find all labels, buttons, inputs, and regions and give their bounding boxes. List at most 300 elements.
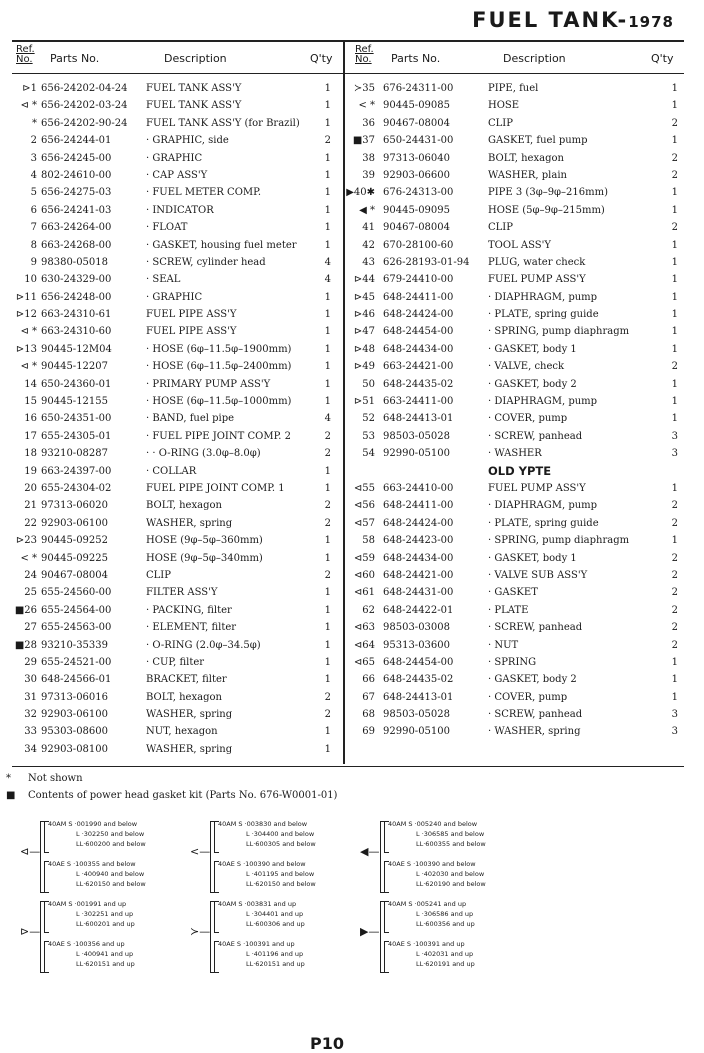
ref-no: 66 [362,674,375,686]
description: GASKET, fuel pump [488,135,588,147]
description: · COVER, pump [488,691,568,703]
parts-row [12,115,343,132]
ref-no: 15 [24,396,37,408]
parts-row [12,341,343,358]
parts-row [345,115,684,132]
kit-block [360,898,530,978]
description: · GRAPHIC [146,291,203,303]
parts-row [12,723,343,740]
parts-no: 648-24454-00 [383,656,454,668]
kit-line: 40AM S ·005240 and below [388,820,478,828]
header-description: Description [503,52,566,65]
kit-line: L ·306586 and up [416,910,474,918]
ref-no: ≻35 [353,83,375,94]
parts-row [345,428,684,445]
parts-row [345,480,684,497]
description: · SPRING, pump diaphragm [488,535,630,547]
parts-row [345,445,684,462]
quantity: 2 [671,500,678,512]
ref-no: 20 [24,482,37,494]
ref-no: * [32,117,37,129]
parts-no: 98503-05028 [383,709,451,721]
kit-line: LL·620151 and up [246,960,305,968]
ref-no: ⊳46 [353,309,375,321]
parts-row [12,619,343,636]
parts-no: 97313-06040 [383,152,451,164]
ref-no: ⊲ * [20,361,37,373]
description: BRACKET, filter [146,674,227,686]
ref-no: ⊲64 [353,639,375,651]
description: · SEAL [146,274,181,286]
description: · BAND, fuel pipe [146,413,235,425]
parts-no: 648-24424-00 [383,309,454,321]
kit-line: LL·600356 and up [416,920,475,928]
ref-no: ⊳45 [353,291,375,303]
quantity: 2 [671,587,678,599]
parts-row [12,428,343,445]
ref-no: 39 [362,169,375,181]
description: · PLATE, spring guide [488,517,599,529]
ref-no: 58 [362,535,375,547]
parts-row [12,358,343,375]
description: BOLT, hexagon [488,152,564,164]
parts-row [12,532,343,549]
quantity: 1 [671,674,678,686]
parts-no: 95303-08600 [41,726,109,738]
quantity: 1 [324,674,331,686]
parts-row [12,567,343,584]
ref-no: ⊳23 [15,535,37,547]
parts-row [345,637,684,654]
page-number: P10 [310,1034,344,1053]
description: · CUP, filter [146,656,205,668]
ref-no: 10 [24,274,37,286]
quantity: 2 [671,152,678,164]
parts-row [345,463,684,480]
ref-no: 42 [362,239,375,251]
ref-no: 8 [30,239,37,251]
description: WASHER, spring [146,743,233,755]
parts-no: 92990-05100 [383,726,451,738]
ref-no: ⊲ * [20,100,37,112]
quantity: 1 [671,309,678,321]
kit-symbol: ⊲— [20,845,41,858]
kit-line: LL·620190 and below [416,880,486,888]
description: TOOL ASS'Y [488,239,551,251]
quantity: 1 [324,743,331,755]
quantity: 3 [671,430,678,442]
description: HOSE (9φ–5φ–360mm) [146,535,263,547]
parts-no: 650-24351-00 [41,413,112,425]
header-parts-no: Parts No. [391,52,441,65]
ref-no: ⊲59 [353,552,375,564]
parts-row [345,515,684,532]
ref-no: 53 [362,430,375,442]
kit-line: L ·400941 and up [76,950,134,958]
quantity: 2 [671,552,678,564]
kit-block [190,898,360,978]
parts-no: 656-24275-03 [41,187,112,199]
quantity: 1 [324,239,331,251]
ref-no: 41 [362,222,375,234]
parts-no: 655-24304-02 [41,482,112,494]
ref-no: 9 [30,256,37,268]
quantity: 1 [671,343,678,355]
parts-row [12,741,343,758]
parts-row [12,393,343,410]
quantity: 2 [671,639,678,651]
description: · SPRING [488,656,537,668]
ref-no: ■37 [352,135,375,147]
description: · WASHER [488,448,542,460]
parts-no: 93210-08287 [41,448,109,460]
description: · NUT [488,639,519,651]
parts-row [345,532,684,549]
kit-line: L ·401195 and below [246,870,315,878]
parts-row [345,184,684,201]
ref-no: 36 [362,117,375,129]
parts-row [345,567,684,584]
header-qty: Q'ty [310,52,333,65]
ref-no: ▶40✱ [346,187,375,199]
parts-no: 648-24431-00 [383,587,454,599]
parts-no: 648-24422-01 [383,604,454,616]
description: · GASKET [488,587,538,599]
ref-no: ⊲57 [353,517,375,529]
description: · CAP ASS'Y [146,169,208,181]
parts-row [12,584,343,601]
parts-no: 648-24566-01 [41,674,112,686]
parts-row [345,550,684,567]
parts-no: 90467-08004 [383,117,451,129]
parts-no: 676-24311-00 [383,83,454,94]
quantity: 1 [671,274,678,286]
quantity: 1 [324,100,331,112]
parts-no: 90467-08004 [41,569,109,581]
kit-block [20,818,190,898]
description: · GRAPHIC, side [146,135,229,147]
parts-row [345,497,684,514]
parts-no: 97313-06020 [41,500,109,512]
description: HOSE (9φ–5φ–340mm) [146,552,263,564]
parts-row [12,706,343,723]
parts-row [12,254,343,271]
ref-no: 18 [24,448,37,460]
parts-no: 90445-09095 [383,204,451,216]
kit-line: LL·620150 and below [76,880,146,888]
description: · PRIMARY PUMP ASS'Y [146,378,271,390]
kit-line: 40AE S ·100356 and up [48,940,125,948]
parts-no: 655-24560-00 [41,587,112,599]
ref-no: ⊲ * [20,326,37,338]
kit-symbol: ▶— [360,925,380,938]
parts-row [345,306,684,323]
description: FUEL PIPE ASS'Y [146,326,237,338]
parts-row [345,289,684,306]
parts-no: 656-24244-01 [41,135,112,147]
description: · PLATE [488,604,529,616]
parts-row [345,167,684,184]
quantity: 1 [671,187,678,199]
quantity: 1 [324,117,331,129]
ref-no: 29 [24,656,37,668]
parts-row [12,463,343,480]
ref-no: 22 [24,517,37,529]
ref-no: ⊲56 [353,500,375,512]
ref-no: 16 [24,413,37,425]
description: · ELEMENT, filter [146,622,237,634]
description: · WASHER, spring [488,726,581,738]
parts-row [345,97,684,114]
description: · FLOAT [146,222,188,234]
ref-no: ⊳47 [353,326,375,338]
description: WASHER, plain [488,169,567,181]
parts-no: 92990-05100 [383,448,451,460]
ref-no: 68 [362,709,375,721]
description: · SPRING, pump diaphragm [488,326,630,338]
description: · SCREW, panhead [488,430,583,442]
description: · GASKET, body 2 [488,674,577,686]
ref-no: ⊲61 [353,587,375,599]
quantity: 1 [324,535,331,547]
ref-no: 24 [24,569,37,581]
quantity: 1 [324,656,331,668]
kit-line: L ·400940 and below [76,870,145,878]
description: · FUEL PIPE JOINT COMP. 2 [146,430,291,442]
kit-line: 40AM S ·003831 and up [218,900,297,908]
parts-row [12,167,343,184]
parts-no: 90445-12155 [41,396,109,408]
ref-no: 69 [362,726,375,738]
quantity: 1 [324,396,331,408]
quantity: 1 [324,152,331,164]
parts-row [12,376,343,393]
description: OLD YPTE [488,463,552,478]
parts-no: 648-24411-00 [383,500,454,512]
parts-row [345,202,684,219]
quantity: 1 [671,239,678,251]
quantity: 1 [324,187,331,199]
quantity: 1 [324,326,331,338]
ref-no: 7 [30,222,37,234]
description: PIPE, fuel [488,83,539,94]
parts-no: 648-24421-00 [383,569,454,581]
quantity: 1 [324,639,331,651]
quantity: 1 [671,482,678,494]
parts-no: 663-24421-00 [383,361,454,373]
parts-no: 656-24202-90-24 [41,117,128,129]
quantity: 1 [324,343,331,355]
ref-no: 33 [24,726,37,738]
parts-no: 648-24434-00 [383,343,454,355]
quantity: 1 [671,83,678,94]
quantity: 2 [324,500,331,512]
parts-no: 90445-09085 [383,100,451,112]
description: · GRAPHIC [146,152,203,164]
parts-row [345,219,684,236]
description: · HOSE (6φ–11.5φ–1000mm) [146,396,292,408]
description: WASHER, spring [146,709,233,721]
parts-no: 650-24431-00 [383,135,454,147]
ref-no: 30 [24,674,37,686]
kit-line: LL·600355 and below [416,840,486,848]
header-parts-no: Parts No. [50,52,100,65]
parts-no: 648-24423-00 [383,535,454,547]
kit-line: LL·620191 and up [416,960,475,968]
ref-no: ⊳44 [353,274,375,286]
parts-no: 656-24248-00 [41,291,112,303]
description: · DIAPHRAGM, pump [488,396,598,408]
parts-row [345,706,684,723]
parts-row [12,445,343,462]
quantity: 2 [324,517,331,529]
header-ref: Ref. No. [355,44,374,65]
parts-row [12,550,343,567]
kit-line: 40AE S ·100391 and up [388,940,465,948]
kit-line: L ·401196 and up [246,950,304,958]
parts-row [12,671,343,688]
description: · HOSE (6φ–11.5φ–2400mm) [146,361,292,373]
description: · FUEL METER COMP. [146,187,262,199]
ref-no: ⊳51 [353,396,375,408]
right-table-header [345,43,684,74]
kit-line: L ·304401 and up [246,910,304,918]
parts-no: 656-24245-00 [41,152,112,164]
parts-no: 648-24435-02 [383,674,454,686]
kit-line: LL·600200 and below [76,840,146,848]
kit-block [190,818,360,898]
parts-row [345,584,684,601]
description: CLIP [488,117,513,129]
parts-no: 679-24410-00 [383,274,454,286]
ref-no: 43 [362,256,375,268]
ref-no: ◀ * [359,204,375,216]
parts-no: 656-24202-03-24 [41,100,128,112]
parts-no: 663-24310-60 [41,326,112,338]
parts-row [345,323,684,340]
kit-line: 40AM S ·001991 and up [48,900,127,908]
description: FUEL PIPE JOINT COMP. 1 [146,482,285,494]
parts-row [345,602,684,619]
quantity: 1 [324,726,331,738]
kit-block [360,818,530,898]
description: · PACKING, filter [146,604,232,616]
ref-no: < * [358,100,375,112]
parts-row [345,150,684,167]
kit-line: LL·620151 and up [76,960,135,968]
parts-row [12,689,343,706]
parts-no: 92903-06100 [41,709,109,721]
header-ref: Ref. No. [16,44,35,65]
ref-no: ⊲60 [353,569,375,581]
ref-no: ⊲63 [353,622,375,634]
description: PIPE 3 (3φ–9φ–216mm) [488,187,609,199]
description: · DIAPHRAGM, pump [488,500,598,512]
ref-no: 21 [24,500,37,512]
parts-row [345,80,684,97]
parts-row [12,602,343,619]
quantity: 3 [671,448,678,460]
ref-no: ⊳48 [353,343,375,355]
parts-no: 802-24610-00 [41,169,112,181]
kit-block [20,898,190,978]
quantity: 1 [671,535,678,547]
footnote-gasket-kit: ■ Contents of power head gasket kit (Parts No. 676-W0001-01) [6,790,338,801]
parts-no: 648-24434-00 [383,552,454,564]
parts-row [345,689,684,706]
kit-line: LL·620150 and below [246,880,316,888]
quantity: 2 [671,361,678,373]
quantity: 4 [324,413,331,425]
page-title [472,8,674,32]
kit-line: LL·600306 and up [246,920,305,928]
quantity: 1 [671,204,678,216]
quantity: 2 [324,430,331,442]
quantity: 2 [671,569,678,581]
kit-line: 40AE S ·100390 and below [388,860,476,868]
kit-line: LL·600201 and up [76,920,135,928]
quantity: 1 [324,465,331,477]
parts-no: 655-24305-01 [41,430,112,442]
description: FUEL PUMP ASS'Y [488,274,586,286]
description: · INDICATOR [146,204,214,216]
parts-row [12,654,343,671]
description: · SCREW, panhead [488,622,583,634]
quantity: 1 [324,291,331,303]
description: CLIP [488,222,513,234]
quantity: 2 [671,222,678,234]
ref-no: ⊳1 [22,83,37,94]
parts-no: 98380-05018 [41,256,109,268]
ref-no: ⊳49 [353,361,375,373]
quantity: 1 [324,604,331,616]
parts-row [345,619,684,636]
header-description: Description [164,52,227,65]
quantity: 2 [324,448,331,460]
parts-row [12,237,343,254]
quantity: 2 [671,117,678,129]
parts-no: 663-24264-00 [41,222,112,234]
parts-no: 97313-06016 [41,691,109,703]
parts-row [12,497,343,514]
parts-no: 648-24411-00 [383,291,454,303]
description: · GASKET, body 2 [488,378,577,390]
description: HOSE (5φ–9φ–215mm) [488,204,605,216]
kit-line: L ·402031 and up [416,950,474,958]
ref-no: 27 [24,622,37,634]
description: · HOSE (6φ–11.5φ–1900mm) [146,343,292,355]
description: BOLT, hexagon [146,500,222,512]
ref-no: 5 [30,187,37,199]
kit-line: L ·306585 and below [416,830,485,838]
parts-no: 648-24435-02 [383,378,454,390]
quantity: 1 [324,587,331,599]
description: · SCREW, panhead [488,709,583,721]
quantity: 1 [671,691,678,703]
ref-no: < * [20,552,37,564]
parts-row [12,323,343,340]
parts-no: 92903-08100 [41,743,109,755]
parts-no: 670-28100-60 [383,239,454,251]
quantity: 1 [324,169,331,181]
kit-line: L ·304400 and below [246,830,315,838]
parts-no: 90445-12207 [41,361,109,373]
kit-symbol: ≻— [190,925,211,938]
parts-row [12,150,343,167]
quantity: 1 [671,256,678,268]
parts-row [345,410,684,427]
quantity: 4 [324,274,331,286]
